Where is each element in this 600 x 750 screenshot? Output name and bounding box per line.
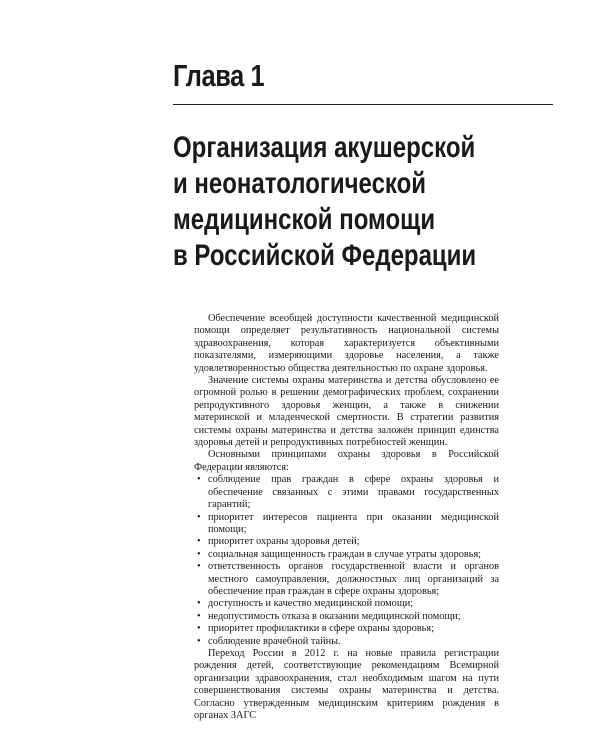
bullet-icon: • [197, 635, 201, 647]
list-item-text: приоритет интересов пациента при оказании медицинской помощи; [208, 511, 499, 535]
bullet-icon: • [197, 598, 201, 610]
bullet-icon: • [197, 474, 201, 486]
list-item-text: соблюдение врачебной тайны. [208, 635, 341, 647]
list-item [194, 561, 499, 598]
title-line: Организация акушерской [173, 131, 476, 164]
list-item-text: приоритет профилактики в сфере охраны здоровья; [208, 623, 434, 635]
heading-divider [173, 104, 553, 105]
list-item [194, 474, 499, 511]
principles-list [194, 474, 499, 648]
list-item-text: недопустимость отказа в оказании медицинской помощи; [208, 610, 461, 622]
bullet-icon: • [197, 511, 201, 523]
list-item [194, 536, 499, 548]
body-text [194, 313, 499, 722]
list-item [194, 636, 499, 648]
title-line: и неонатологической [173, 167, 427, 200]
paragraph-registration: Переход России в 2012 г. на новые правила регистрации рождения детей, соответствующие рекомендациям Всемирной организации здравоохранения, стал необходимым шагом на пути совершенствования системы охраны материнства и детства. Согласно утвержденным медицинским критериям рождения в органах ЗАГС [194, 647, 499, 721]
list-item [194, 623, 499, 635]
list-item [194, 512, 499, 537]
paragraph-principles-lead: Основными принципами охраны здоровья в Российской Федерации являются: [194, 449, 499, 473]
list-item-text: социальная защищенность граждан в случае утраты здоровья; [208, 548, 482, 560]
bullet-icon: • [197, 561, 201, 573]
chapter-heading: Глава 1 [173, 58, 265, 93]
paragraph-intro: Обеспечение всеобщей доступности качественной медицинской помощи определяет результативность национальной системы здравоохранения, которая характеризуется объективными показателями, измеряющими здоровье населения, а также удовлетворенностью общества деятельностью по охране здоровья. [194, 313, 499, 374]
bullet-icon: • [197, 548, 201, 560]
list-item [194, 611, 499, 623]
bullet-icon: • [197, 536, 201, 548]
list-item-text: соблюдение прав граждан в сфере охраны здоровья и обеспечение связанных с этими правами государственных гарантий; [208, 474, 499, 511]
list-item-text: доступность и качество медицинской помощи; [208, 598, 414, 610]
paragraph-maternity: Значение системы охраны материнства и детства обусловлено ее огромной ролью в решении демографических проблем, сохранении репродуктивного здоровья женщин, а также в снижении материнской и младенческой смертности. В стратегии развития системы охраны материнства и детства заложен принцип единства здоровья детей и репродуктивных потребностей женщин. [194, 375, 499, 449]
title-line: медицинской помощи [173, 203, 436, 236]
title-line: в Российской Федерации [173, 239, 477, 272]
chapter-title [173, 130, 553, 274]
list-item [194, 598, 499, 610]
list-item [194, 549, 499, 561]
bullet-icon: • [197, 623, 201, 635]
bullet-icon: • [197, 610, 201, 622]
list-item-text: ответственность органов государственной власти и органов местного самоуправления, должностных лиц организаций за обеспечение прав граждан в сфере охраны здоровья; [208, 561, 499, 597]
list-item-text: приоритет охраны здоровья детей; [208, 536, 360, 548]
